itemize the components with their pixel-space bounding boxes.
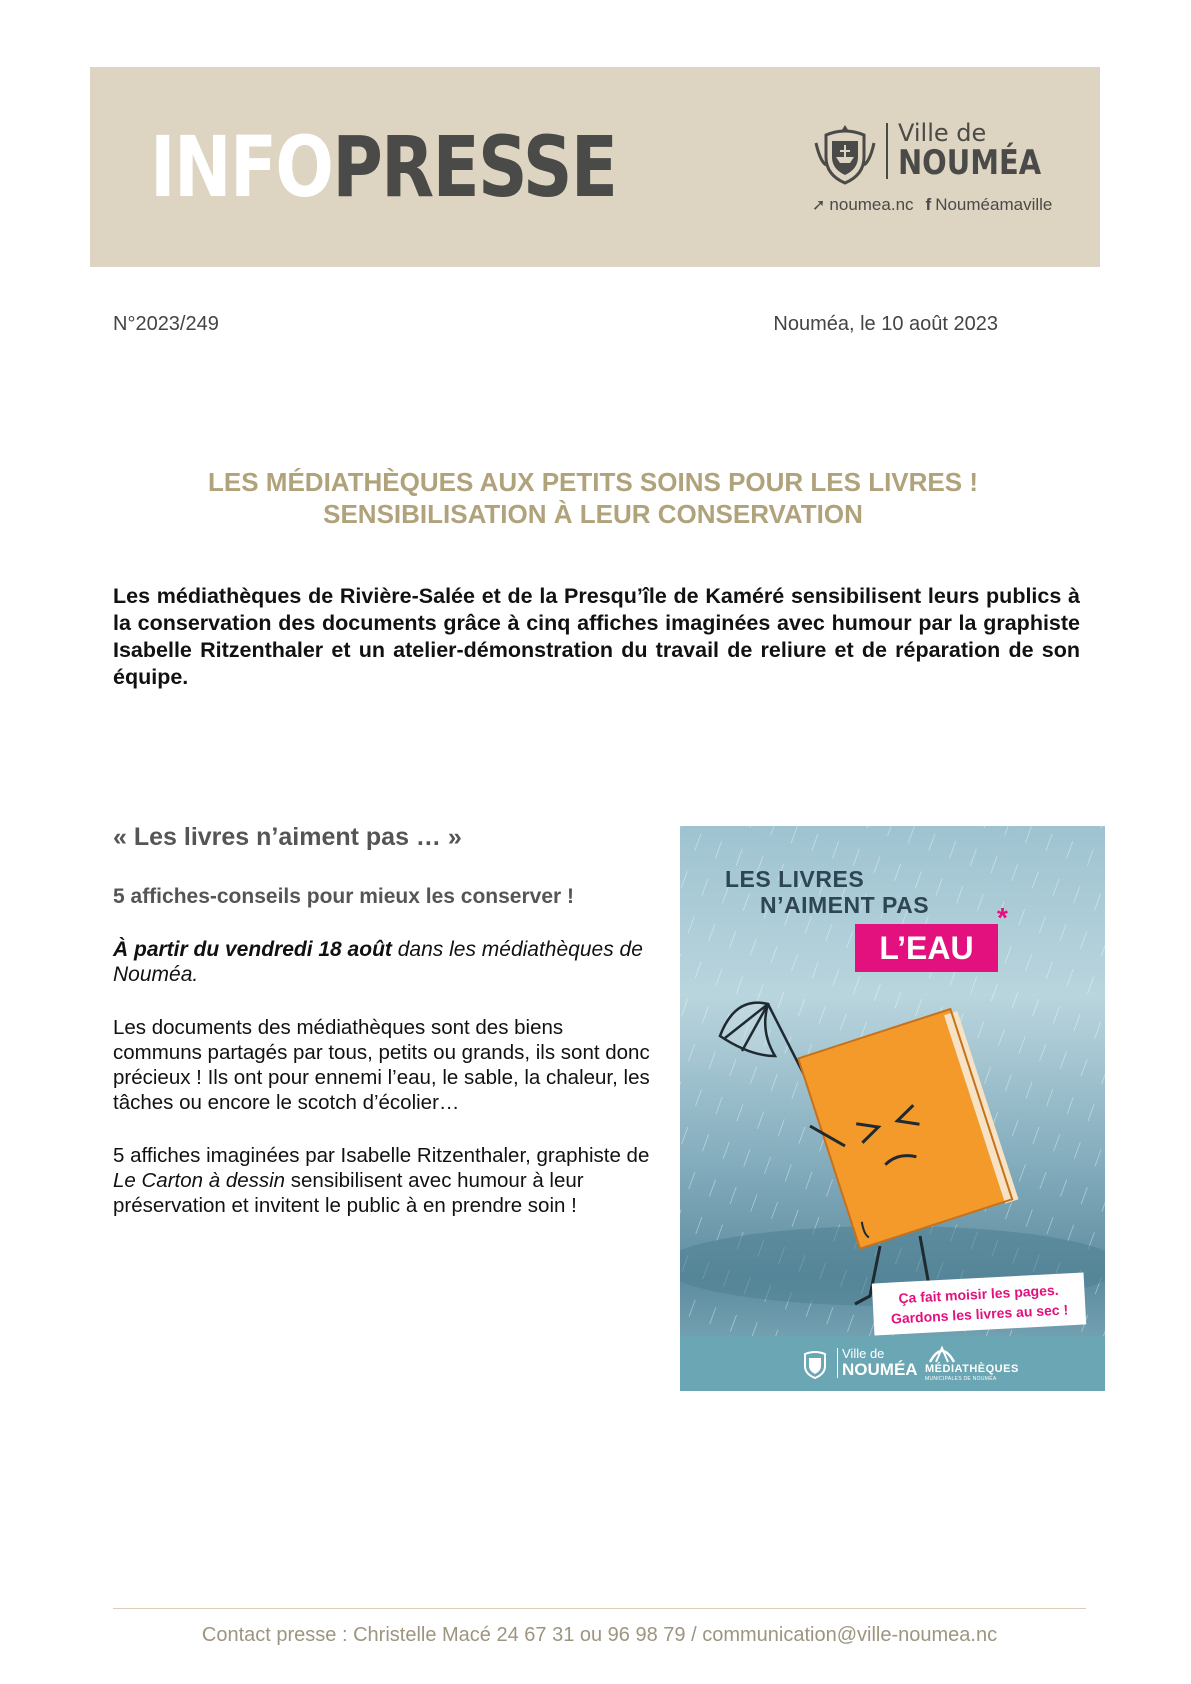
poster-mediatheques-label: MÉDIATHÈQUES <box>925 1363 1019 1375</box>
poster-headline-1: LES LIVRES <box>725 866 865 892</box>
section-title: « Les livres n’aiment pas … » <box>113 823 462 851</box>
poster-caption <box>872 1272 1086 1335</box>
poster-ville-label: Ville de <box>842 1346 885 1361</box>
schedule-text <box>113 937 653 987</box>
para2-start: 5 affiches imaginées par Isabelle Ritzenthaler, graphiste de <box>113 1144 650 1167</box>
title-line-1: LES MÉDIATHÈQUES AUX PETITS SOINS POUR LES LIVRES ! <box>208 467 978 497</box>
poster-asterisk: * <box>997 902 1008 933</box>
poster-mediatheques-sub: MUNICIPALES DE NOUMÉA <box>925 1376 997 1382</box>
studio-name: Le Carton à dessin <box>113 1169 286 1192</box>
facebook-icon: f <box>925 195 932 214</box>
section-subhead: 5 affiches-conseils pour mieux les conserver ! <box>113 885 575 908</box>
press-release-number: N°2023/249 <box>113 313 219 335</box>
poster-image <box>680 826 1105 1391</box>
poster-tag: L’EAU <box>855 924 998 972</box>
press-release-date: Nouméa, le 10 août 2023 <box>773 313 998 335</box>
info-presse-logo <box>150 118 617 216</box>
city-links <box>812 195 1052 215</box>
press-contact: Contact presse : Christelle Macé 24 67 31 ou 96 98 79 / communication@ville-noumea.nc <box>201 1624 998 1646</box>
logo-divider <box>886 123 888 179</box>
para2-end: sensibilisent avec humour à leur préservation et invitent le public à en prendre soin ! <box>113 1169 584 1217</box>
city-name-label: NOUMÉA <box>898 143 1042 183</box>
mediatheques-logo-icon <box>928 1344 956 1364</box>
poster-caption-2: Gardons les livres au sec ! <box>890 1301 1069 1327</box>
poster-logo-divider <box>837 1348 838 1378</box>
noumea-crest-icon <box>812 121 878 187</box>
site-link[interactable]: noumea.nc <box>829 195 914 214</box>
city-ville-label: Ville de <box>898 119 987 147</box>
lead-paragraph: Les médiathèques de Rivière-Salée et de la Presqu’île de Kaméré sensibilisent leurs publics à la conservation des documents grâce à cinq affiches imaginées avec humour par la graphiste Isabelle Ritzenthaler et un atelier-démonstration du travail de reliure et de réparation de son équipe. <box>113 584 1080 689</box>
brand-presse: PRESSE <box>332 118 617 216</box>
cursor-arrow-icon: ➚ <box>812 197 826 214</box>
noumea-crest-icon <box>798 1348 832 1380</box>
page-title <box>113 466 1073 530</box>
poster-noumea-label: NOUMÉA <box>842 1360 918 1379</box>
poster-headline-2: N’AIMENT PAS <box>760 892 930 918</box>
body-paragraph-1: Les documents des médiathèques sont des biens communs partagés par tous, petits ou grands, ils sont donc précieux ! Ils ont pour ennemi l’eau, le sable, la chaleur, les tâches ou encore le scotch d’écolier… <box>113 1016 650 1114</box>
header-banner <box>90 67 1100 267</box>
poster-caption-1: Ça fait moisir les pages. <box>898 1281 1059 1307</box>
brand-info: INFO <box>150 118 333 216</box>
schedule-location: dans les médiathèques de Nouméa. <box>113 938 643 986</box>
title-line-2: SENSIBILISATION À LEUR CONSERVATION <box>323 499 863 529</box>
schedule-date: À partir du vendredi 18 août <box>113 938 392 961</box>
footer-divider <box>113 1608 1086 1609</box>
body-paragraph-2 <box>113 1143 653 1218</box>
facebook-link[interactable]: Nouméamaville <box>935 195 1053 214</box>
poster-footer <box>680 1336 1105 1391</box>
ville-de-noumea-logo <box>812 119 1052 229</box>
